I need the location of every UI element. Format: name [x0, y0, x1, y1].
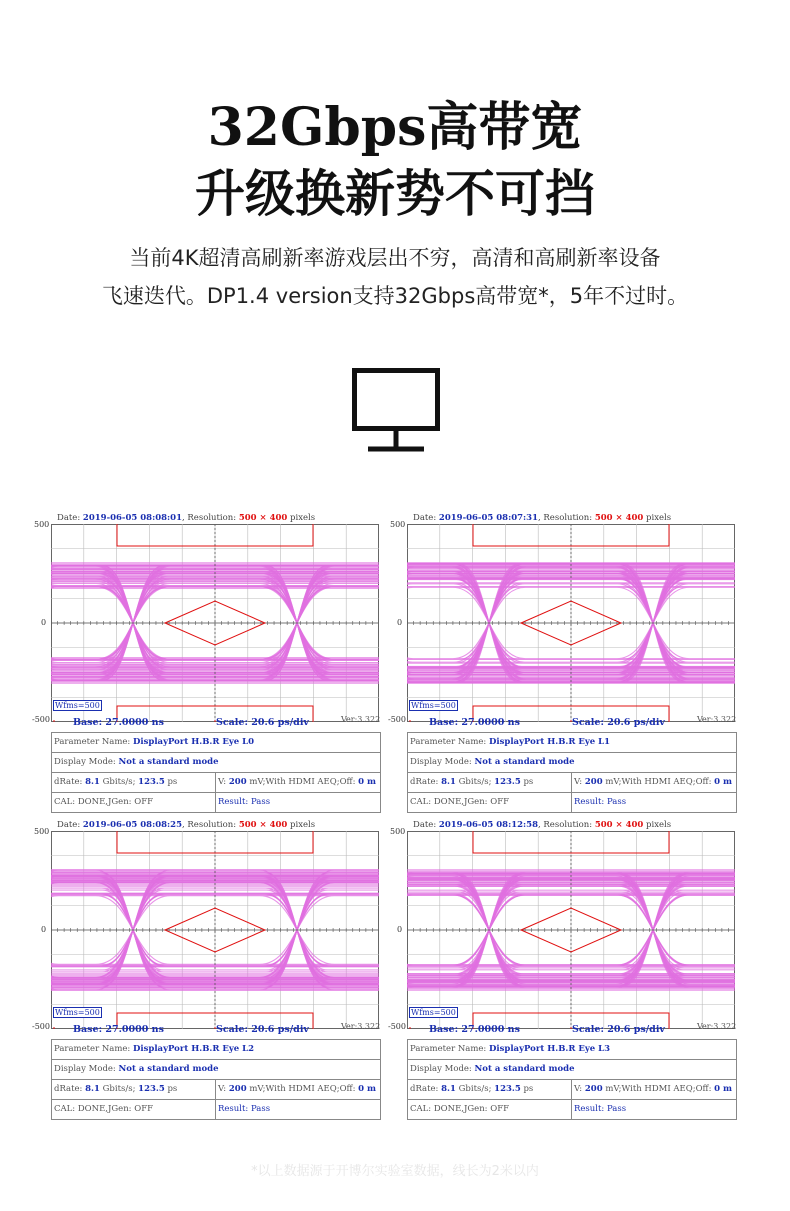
display-mode-value: Not a standard mode: [118, 757, 219, 767]
y-axis-min-label: -500: [388, 1022, 406, 1031]
eye-diagram-panel-2: [32, 820, 381, 1121]
eye-diagram-panel-3: [388, 820, 737, 1121]
resolution-label: Resolution:: [187, 820, 237, 830]
data-rate-value: 8.1: [85, 1084, 100, 1094]
display-mode-row: [408, 1060, 736, 1080]
waveform-count: Wfms=500: [55, 701, 100, 710]
capture-date: 2019-06-05 08:12:58: [438, 820, 538, 830]
date-label: Date:: [413, 820, 437, 830]
data-rate-value: 8.1: [441, 1084, 456, 1094]
display-mode-row: [408, 753, 736, 773]
y-axis-zero-label: 0: [397, 925, 403, 934]
version-label: Ver:3.322: [341, 715, 381, 724]
scale-label: Scale: 20.6 ps/div: [572, 1024, 665, 1035]
data-rate-cell: [408, 1080, 572, 1099]
data-rate-label: dRate:: [410, 777, 439, 787]
y-axis-max-label: 500: [390, 827, 406, 836]
resolution-label: Resolution:: [187, 513, 237, 523]
test-result: Result: Pass: [218, 1104, 271, 1114]
resolution-value: 500 × 400: [594, 513, 644, 523]
y-axis-max-label: 500: [390, 520, 406, 529]
headline-line-2: 升级换新势不可挡: [195, 164, 595, 223]
data-rate-unit: Gbits/s;: [102, 777, 136, 787]
description-line-2: 飞速迭代。DP1.4 version支持32Gbps高带宽*，5年不过时。: [101, 284, 689, 308]
data-rate-cell: [52, 773, 216, 792]
unit-interval-unit: ps: [167, 1084, 178, 1094]
monitor-icon: [352, 368, 440, 454]
calibration-cell: [52, 793, 216, 812]
voltage-label: V:: [218, 777, 227, 787]
y-axis-zero-label: 0: [397, 618, 403, 627]
data-rate-label: dRate:: [54, 777, 83, 787]
measurement-table: [407, 732, 737, 813]
unit-interval-value: 123.5: [138, 777, 165, 787]
offset-value: 0 m: [714, 1084, 733, 1094]
result-cell: [572, 793, 626, 812]
parameter-label: Parameter Name:: [54, 1044, 131, 1054]
test-result: Result: Pass: [574, 1104, 627, 1114]
rate-row: [52, 1080, 380, 1100]
offset-value: 0 m: [358, 1084, 377, 1094]
unit-interval-value: 123.5: [494, 777, 521, 787]
resolution-unit: pixels: [290, 820, 316, 830]
calibration-status: CAL: DONE,JGen: OFF: [54, 797, 154, 807]
unit-interval-unit: ps: [167, 777, 178, 787]
voltage-value: 200: [584, 777, 603, 787]
voltage-value: 200: [228, 777, 247, 787]
capture-date: 2019-06-05 08:07:31: [438, 513, 538, 523]
capture-header: Date: 2019-06-05 08:08:01, Resolution: 500 × 400 pixels: [57, 513, 316, 523]
rate-row: [52, 773, 380, 793]
result-cell: [216, 1100, 270, 1119]
parameter-value: DisplayPort H.B.R Eye L1: [489, 737, 611, 747]
version-label: Ver:3.322: [341, 1022, 381, 1031]
parameter-label: Parameter Name:: [410, 737, 487, 747]
voltage-value: 200: [584, 1084, 603, 1094]
footnote: *以上数据源于开博尔实验室数据，线长为2米以内: [251, 1164, 539, 1179]
aeq-setting: mV;With HDMI AEQ;Off:: [605, 777, 712, 787]
status-row: [52, 793, 380, 813]
y-axis-zero-label: 0: [41, 925, 47, 934]
version-label: Ver:3.322: [697, 715, 737, 724]
data-rate-value: 8.1: [85, 777, 100, 787]
y-axis-max-label: 500: [34, 520, 50, 529]
display-mode-label: Display Mode:: [54, 757, 116, 767]
y-axis-min-label: -500: [32, 1022, 50, 1031]
resolution-unit: pixels: [646, 513, 672, 523]
scale-label: Scale: 20.6 ps/div: [572, 717, 665, 728]
resolution-label: Resolution:: [543, 513, 593, 523]
rate-row: [408, 1080, 736, 1100]
parameter-label: Parameter Name:: [54, 737, 131, 747]
eye-diagram-plot: [407, 524, 735, 722]
capture-header: Date: 2019-06-05 08:08:25, Resolution: 500 × 400 pixels: [57, 820, 316, 830]
timebase-label: Base: 27.0000 ns: [73, 1024, 164, 1035]
display-mode-label: Display Mode:: [54, 1064, 116, 1074]
measurement-table: [407, 1039, 737, 1120]
measurement-table: [51, 1039, 381, 1120]
unit-interval-value: 123.5: [138, 1084, 165, 1094]
offset-value: 0 m: [358, 777, 377, 787]
display-mode-row: [52, 753, 380, 773]
display-mode-label: Display Mode:: [410, 1064, 472, 1074]
voltage-cell: [216, 773, 376, 792]
voltage-cell: [216, 1080, 376, 1099]
scale-label: Scale: 20.6 ps/div: [216, 1024, 309, 1035]
eye-diagram-panel-1: [388, 513, 737, 814]
data-rate-unit: Gbits/s;: [102, 1084, 136, 1094]
parameter-value: DisplayPort H.B.R Eye L2: [133, 1044, 255, 1054]
display-mode-row: [52, 1060, 380, 1080]
status-row: [408, 793, 736, 813]
aeq-setting: mV;With HDMI AEQ;Off:: [249, 777, 356, 787]
date-label: Date:: [57, 513, 81, 523]
data-rate-unit: Gbits/s;: [458, 777, 492, 787]
eye-diagram-plot: [407, 831, 735, 1029]
capture-header: Date: 2019-06-05 08:07:31, Resolution: 500 × 400 pixels: [413, 513, 672, 523]
offset-value: 0 m: [714, 777, 733, 787]
parameter-row: [52, 1040, 380, 1060]
unit-interval-value: 123.5: [494, 1084, 521, 1094]
parameter-label: Parameter Name:: [410, 1044, 487, 1054]
result-cell: [572, 1100, 626, 1119]
data-rate-value: 8.1: [441, 777, 456, 787]
status-row: [52, 1100, 380, 1120]
data-rate-unit: Gbits/s;: [458, 1084, 492, 1094]
unit-interval-unit: ps: [523, 777, 534, 787]
aeq-setting: mV;With HDMI AEQ;Off:: [605, 1084, 712, 1094]
voltage-label: V:: [574, 777, 583, 787]
parameter-row: [52, 733, 380, 753]
date-label: Date:: [413, 513, 437, 523]
voltage-label: V:: [218, 1084, 227, 1094]
scale-label: Scale: 20.6 ps/div: [216, 717, 309, 728]
y-axis-zero-label: 0: [41, 618, 47, 627]
data-rate-label: dRate:: [410, 1084, 439, 1094]
data-rate-cell: [408, 773, 572, 792]
capture-header: Date: 2019-06-05 08:12:58, Resolution: 500 × 400 pixels: [413, 820, 672, 830]
rate-row: [408, 773, 736, 793]
parameter-row: [408, 733, 736, 753]
data-rate-cell: [52, 1080, 216, 1099]
timebase-label: Base: 27.0000 ns: [429, 717, 520, 728]
capture-date: 2019-06-05 08:08:25: [82, 820, 182, 830]
result-cell: [216, 793, 270, 812]
waveform-count: Wfms=500: [411, 1008, 456, 1017]
display-mode-label: Display Mode:: [410, 757, 472, 767]
date-label: Date:: [57, 820, 81, 830]
parameter-value: DisplayPort H.B.R Eye L0: [133, 737, 255, 747]
display-mode-value: Not a standard mode: [118, 1064, 219, 1074]
unit-interval-unit: ps: [523, 1084, 534, 1094]
measurement-table: [51, 732, 381, 813]
resolution-unit: pixels: [290, 513, 316, 523]
display-mode-value: Not a standard mode: [474, 1064, 575, 1074]
resolution-label: Resolution:: [543, 820, 593, 830]
resolution-value: 500 × 400: [594, 820, 644, 830]
data-rate-label: dRate:: [54, 1084, 83, 1094]
eye-diagram-plot: [51, 831, 379, 1029]
timebase-label: Base: 27.0000 ns: [429, 1024, 520, 1035]
y-axis-max-label: 500: [34, 827, 50, 836]
parameter-row: [408, 1040, 736, 1060]
voltage-cell: [572, 1080, 732, 1099]
eye-diagram-plot: [51, 524, 379, 722]
calibration-status: CAL: DONE,JGen: OFF: [410, 797, 510, 807]
waveform-count: Wfms=500: [411, 701, 456, 710]
calibration-cell: [408, 793, 572, 812]
y-axis-min-label: -500: [388, 715, 406, 724]
calibration-cell: [408, 1100, 572, 1119]
calibration-cell: [52, 1100, 216, 1119]
description-line-1: 当前4K超清高刷新率游戏层出不穷，高清和高刷新率设备: [129, 246, 661, 270]
capture-date: 2019-06-05 08:08:01: [82, 513, 182, 523]
resolution-value: 500 × 400: [238, 820, 288, 830]
waveform-count: Wfms=500: [55, 1008, 100, 1017]
calibration-status: CAL: DONE,JGen: OFF: [54, 1104, 154, 1114]
eye-diagram-panel-0: [32, 513, 381, 814]
test-result: Result: Pass: [574, 797, 627, 807]
resolution-value: 500 × 400: [238, 513, 288, 523]
display-mode-value: Not a standard mode: [474, 757, 575, 767]
resolution-unit: pixels: [646, 820, 672, 830]
calibration-status: CAL: DONE,JGen: OFF: [410, 1104, 510, 1114]
parameter-value: DisplayPort H.B.R Eye L3: [489, 1044, 611, 1054]
y-axis-min-label: -500: [32, 715, 50, 724]
voltage-label: V:: [574, 1084, 583, 1094]
voltage-value: 200: [228, 1084, 247, 1094]
version-label: Ver:3.322: [697, 1022, 737, 1031]
test-result: Result: Pass: [218, 797, 271, 807]
headline-line-1: 32Gbps高带宽: [207, 97, 583, 158]
voltage-cell: [572, 773, 732, 792]
timebase-label: Base: 27.0000 ns: [73, 717, 164, 728]
status-row: [408, 1100, 736, 1120]
aeq-setting: mV;With HDMI AEQ;Off:: [249, 1084, 356, 1094]
